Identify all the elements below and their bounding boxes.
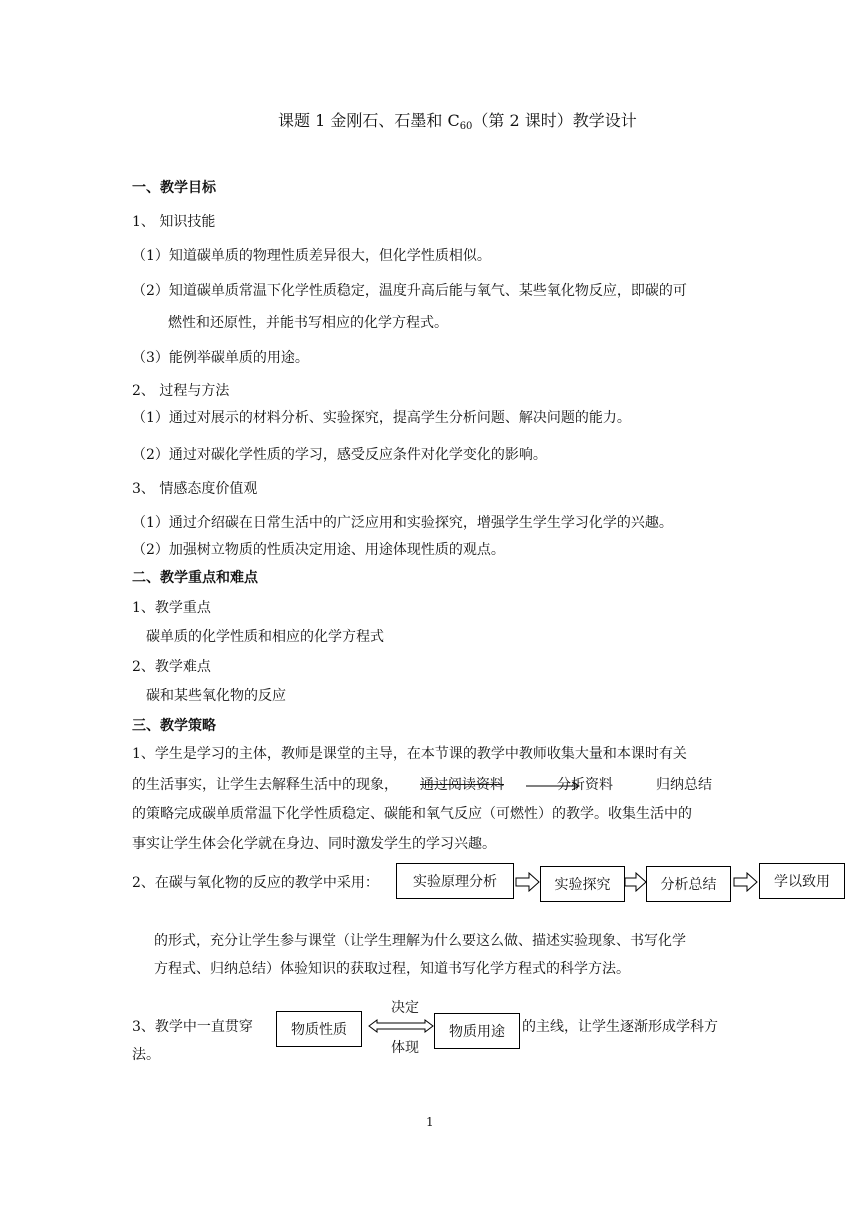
double-arrow-icon <box>368 1018 434 1034</box>
usage-box: 物质用途 <box>434 1013 520 1049</box>
relation-label: 决定 <box>391 1000 419 1016</box>
subsection-heading: 1、 知识技能 <box>132 214 216 230</box>
paragraph-line: 方程式、归纳总结）体验知识的获取过程，知道书写化学方程式的科学方法。 <box>154 961 630 977</box>
paragraph: 碳单质的化学性质和相应的化学方程式 <box>146 629 384 645</box>
list-item: （2）加强树立物质的性质决定用途、用途体现性质的观点。 <box>132 542 505 558</box>
arrow-right-icon <box>515 872 541 892</box>
paragraph: 碳和某些氧化物的反应 <box>146 688 286 704</box>
paragraph-line: 的形式，充分让学生参与课堂（让学生理解为什么要这么做、描述实验现象、书写化学 <box>154 933 686 949</box>
page-number: 1 <box>426 1115 434 1129</box>
paragraph-line: 事实让学生体会化学就在身边、同时激发学生的学习兴趣。 <box>132 836 496 852</box>
section-heading: 二、教学重点和难点 <box>132 570 258 586</box>
list-item: （1）通过对展示的材料分析、实验探究，提高学生分析问题、解决问题的能力。 <box>132 410 631 426</box>
list-item: （2）知道碳单质常温下化学性质稳定，温度升高后能与氧气、某些氧化物反应，即碳的可 <box>132 283 687 299</box>
paragraph-phrase: 分析资料 <box>557 777 613 793</box>
section-heading: 一、教学目标 <box>132 180 216 196</box>
subsection-heading: 2、 过程与方法 <box>132 383 230 399</box>
arrow-right-icon <box>733 872 759 892</box>
subsection-heading: 2、教学难点 <box>132 659 211 675</box>
property-box: 物质性质 <box>276 1011 362 1047</box>
paragraph-line: 3、教学中一直贯穿 <box>132 1019 253 1035</box>
arrow-right-icon <box>624 872 648 892</box>
paragraph-line: 的生活事实，让学生去解释生活中的现象， <box>132 777 398 793</box>
paragraph-phrase: 归纳总结 <box>656 777 712 793</box>
list-item: 燃性和还原性，并能书写相应的化学方程式。 <box>168 315 448 331</box>
paragraph-line: 法。 <box>132 1047 160 1063</box>
flow-step-box: 实验探究 <box>540 866 625 902</box>
section-heading: 三、教学策略 <box>132 718 216 734</box>
subsection-heading: 1、教学重点 <box>132 600 211 616</box>
paragraph-line: 1、学生是学习的主体，教师是课堂的主导，在本节课的教学中教师收集大量和本课时有关 <box>132 746 687 762</box>
paragraph-phrase: 通过阅读资料 <box>420 777 504 793</box>
list-item: （2）通过对碳化学性质的学习，感受反应条件对化学变化的影响。 <box>132 447 547 463</box>
flow-step-box: 学以致用 <box>759 863 845 899</box>
flow-step-box: 分析总结 <box>646 866 731 902</box>
paragraph-line: 的策略完成碳单质常温下化学性质稳定、碳能和氧气反应（可燃性）的教学。收集生活中的 <box>132 806 692 822</box>
relation-label: 体现 <box>391 1040 419 1056</box>
paragraph-line: 2、在碳与氧化物的反应的教学中采用： <box>132 875 379 891</box>
flow-step-box: 实验原理分析 <box>396 863 514 899</box>
list-item: （1）知道碳单质的物理性质差异很大，但化学性质相似。 <box>132 248 491 264</box>
page-title: 课题 1 金刚石、石墨和 $C_{60}$（第 2 课时）教学设计 <box>278 111 637 132</box>
paragraph-line: 的主线，让学生逐渐形成学科方 <box>522 1019 718 1035</box>
list-item: （3）能例举碳单质的用途。 <box>132 350 309 366</box>
list-item: （1）通过介绍碳在日常生活中的广泛应用和实验探究，增强学生学生学习化学的兴趣。 <box>132 515 673 531</box>
subsection-heading: 3、 情感态度价值观 <box>132 481 258 497</box>
